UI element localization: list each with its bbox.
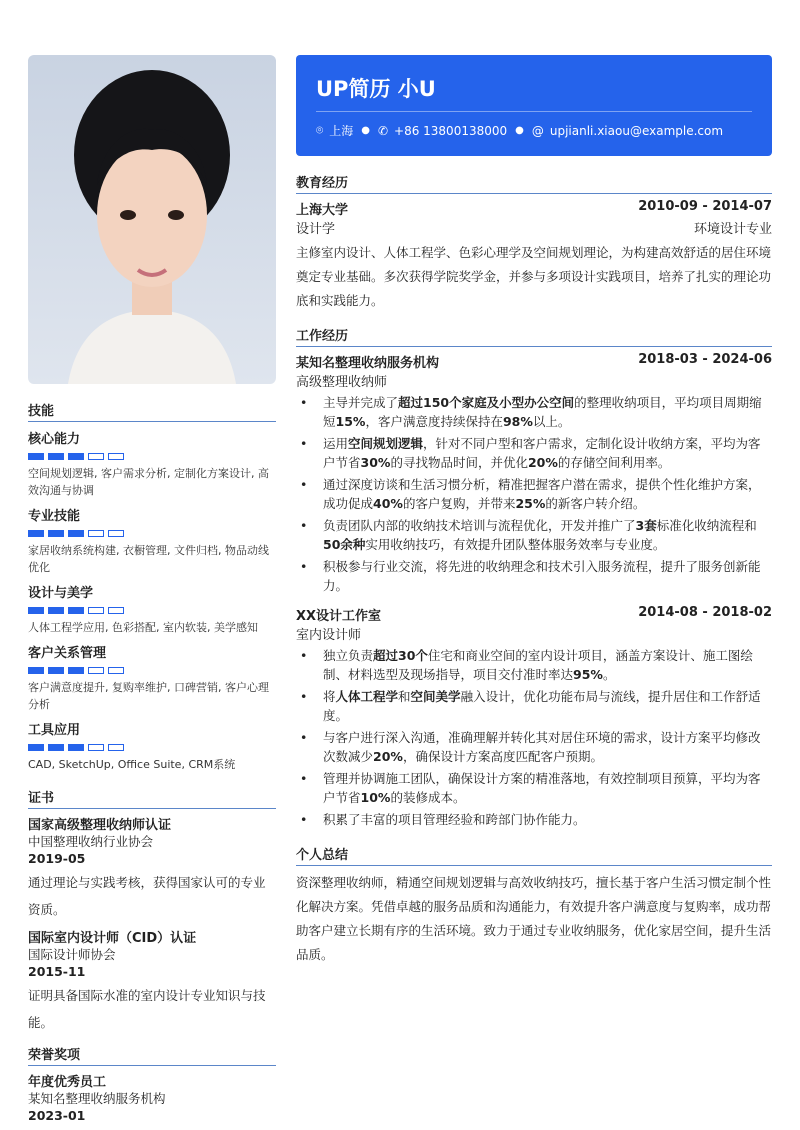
bullet-item bbox=[296, 394, 772, 431]
phone-icon: ✆ bbox=[377, 123, 389, 138]
text: 的寻找物品时间，并优化 bbox=[390, 454, 528, 470]
certs-section bbox=[28, 787, 276, 1036]
summary-text: 资深整理收纳师，精通空间规划逻辑与高效收纳技巧，擅长基于客户生活习惯定制个性化解决方案。凭借卓越的服务品质和沟通能力，有效提升客户满意度与复购率，成功帮助客户建立长期有序的生活环境。致力于通过专业收纳服务，优化家居空间，提升生活品质。 bbox=[296, 874, 772, 962]
level-empty bbox=[88, 667, 104, 674]
resume-header bbox=[296, 55, 772, 156]
awards-section bbox=[28, 1044, 276, 1124]
cert-desc: 通过理论与实践考核，获得国家认可的专业资质。 bbox=[28, 875, 266, 917]
bullet-item bbox=[296, 517, 772, 554]
level-empty bbox=[88, 607, 104, 614]
level-empty bbox=[88, 530, 104, 537]
highlight: 40% bbox=[373, 495, 403, 511]
text: ，客户满意度持续保持在 bbox=[365, 413, 503, 429]
level-filled bbox=[28, 607, 44, 614]
text: ，针对不同户型和客户需求，定制化设计收纳方案，平均为客户节省 bbox=[323, 436, 761, 470]
company: 某知名整理收纳服务机构 bbox=[296, 356, 440, 371]
text: 标准化收纳流程和 bbox=[656, 518, 757, 533]
level-empty bbox=[108, 607, 124, 614]
summary-section bbox=[296, 844, 772, 967]
text: 积极参与行业交流，将先进的收纳理念和技术引入服务流程，提升了服务创新能力。 bbox=[323, 559, 761, 593]
job-role: 高级整理收纳师 bbox=[296, 375, 388, 390]
level-filled bbox=[68, 744, 84, 751]
bullet-item bbox=[296, 688, 772, 725]
level-empty bbox=[108, 667, 124, 674]
job-role: 室内设计师 bbox=[296, 628, 362, 643]
education-section bbox=[296, 172, 772, 313]
company: XX设计工作室 bbox=[296, 609, 382, 624]
left-column bbox=[28, 55, 276, 1124]
highlight: 空间规划逻辑 bbox=[348, 436, 424, 451]
location-icon: ⌾ bbox=[316, 123, 324, 137]
bullet-item bbox=[296, 770, 772, 807]
text: 和 bbox=[398, 689, 411, 704]
school: 上海大学 bbox=[296, 203, 349, 218]
candidate-name: UP简历 小U bbox=[316, 73, 752, 112]
bullet-item bbox=[296, 729, 772, 766]
contact-row bbox=[316, 122, 752, 139]
level-filled bbox=[48, 667, 64, 674]
section-title: 荣誉奖项 bbox=[28, 1044, 276, 1066]
highlight: 50余种 bbox=[323, 536, 366, 552]
section-title: 工作经历 bbox=[296, 325, 772, 347]
skill-name: 设计与美学 bbox=[28, 586, 94, 601]
text: 积累了丰富的项目管理经验和跨部门协作能力。 bbox=[323, 812, 586, 827]
award-org: 某知名整理收纳服务机构 bbox=[28, 1091, 166, 1106]
level-filled bbox=[48, 530, 64, 537]
skill-name: 客户关系管理 bbox=[28, 646, 107, 661]
section-title: 证书 bbox=[28, 787, 276, 809]
level-filled bbox=[48, 744, 64, 751]
skill-name: 核心能力 bbox=[28, 432, 81, 447]
cert-name: 国家高级整理收纳师认证 bbox=[28, 818, 172, 833]
bullet-item bbox=[296, 476, 772, 513]
job-entry bbox=[296, 605, 772, 830]
bullet-item bbox=[296, 435, 772, 472]
text: 将 bbox=[323, 689, 336, 704]
job-bullets bbox=[296, 647, 772, 830]
highlight: 25% bbox=[515, 495, 546, 511]
text: 与客户进行深入沟通，准确理解并转化其对居住环境的需求，设计方案平均修改次数减少 bbox=[323, 730, 761, 764]
highlight: 30% bbox=[360, 454, 391, 470]
text: 的装修成本。 bbox=[390, 789, 466, 805]
highlight: 10% bbox=[360, 789, 391, 805]
work-section bbox=[296, 325, 772, 830]
job-header bbox=[296, 605, 772, 624]
text: 融入设计，优化功能布局与流线，提升居住和工作舒适度。 bbox=[323, 689, 761, 723]
skill-name: 工具应用 bbox=[28, 723, 81, 738]
skill-desc: 空间规划逻辑, 客户需求分析, 定制化方案设计, 高效沟通与协调 bbox=[28, 467, 269, 497]
degree: 设计学 bbox=[296, 222, 336, 237]
highlight: 95% bbox=[573, 666, 603, 682]
text: 的整理收纳项目，平均项目周期缩短 bbox=[323, 395, 762, 429]
highlight: 20% bbox=[373, 748, 403, 764]
cert-org: 国际设计师协会 bbox=[28, 947, 116, 962]
skill-desc: 客户满意度提升, 复购率维护, 口碑营销, 客户心理分析 bbox=[28, 681, 269, 711]
bullet-item bbox=[296, 558, 772, 595]
job-bullets bbox=[296, 394, 772, 595]
award-date: 2023-01 bbox=[28, 1108, 86, 1123]
job-dates: 2014-08 - 2018-02 bbox=[638, 605, 772, 620]
level-filled bbox=[48, 453, 64, 460]
edu-dates: 2010-09 - 2014-07 bbox=[638, 199, 772, 214]
cert-date: 2015-11 bbox=[28, 964, 86, 979]
cert-desc: 证明具备国际水准的室内设计专业知识与技能。 bbox=[28, 988, 266, 1030]
level-filled bbox=[68, 667, 84, 674]
text: 住宅和商业空间的室内设计项目，涵盖方案设计、施工图绘制、材料选型及现场指导，项目交付准时率达 bbox=[323, 648, 753, 682]
level-filled bbox=[28, 453, 44, 460]
edu-desc: 主修室内设计、人体工程学、色彩心理学及空间规划理论，为构建高效舒适的居住环境奠定专业基础。多次获得学院奖学金，并参与多项设计实践项目，培养了扎实的理论功底和实践能力。 bbox=[296, 245, 772, 308]
profile-photo bbox=[28, 55, 276, 384]
highlight: 超过30个 bbox=[373, 648, 428, 663]
text: 负责团队内部的收纳技术培训与流程优化，开发并推广了 bbox=[323, 518, 636, 533]
award-name: 年度优秀员工 bbox=[28, 1075, 107, 1090]
email-icon: @ bbox=[531, 123, 544, 138]
highlight: 人体工程学 bbox=[335, 689, 399, 704]
job-header bbox=[296, 352, 772, 371]
skill-level-bar bbox=[28, 667, 276, 674]
level-empty bbox=[108, 530, 124, 537]
text: 管理并协调施工团队，确保设计方案的精准落地，有效控制项目预算，平均为客户节省 bbox=[323, 771, 761, 805]
location: 上海 bbox=[329, 124, 354, 138]
text: 的存储空间利用率。 bbox=[557, 454, 671, 470]
text: 的客户复购，并带来 bbox=[402, 495, 516, 511]
section-title: 技能 bbox=[28, 400, 276, 422]
cert-org: 中国整理收纳行业协会 bbox=[28, 834, 154, 849]
email[interactable]: upjianli.xiaou@example.com bbox=[549, 123, 724, 138]
section-title: 教育经历 bbox=[296, 172, 772, 194]
text: 通过深度访谈和生活习惯分析，精准把握客户潜在需求，提供个性化维护方案，成功促成 bbox=[323, 477, 761, 511]
text: 运用 bbox=[323, 436, 349, 451]
text: 的新客户转介绍。 bbox=[545, 495, 646, 511]
text: 实用收纳技巧，有效提升团队整体服务效率与专业度。 bbox=[365, 536, 666, 552]
skill-level-bar bbox=[28, 744, 276, 751]
level-filled bbox=[28, 530, 44, 537]
skills-section bbox=[28, 400, 276, 773]
skill-desc: 家居收纳系统构建, 衣橱管理, 文件归档, 物品动线优化 bbox=[28, 544, 269, 574]
skill-level-bar bbox=[28, 453, 276, 460]
highlight: 98% bbox=[502, 413, 533, 429]
level-empty bbox=[108, 453, 124, 460]
skill-level-bar bbox=[28, 530, 276, 537]
level-filled bbox=[68, 607, 84, 614]
bullet-item bbox=[296, 647, 772, 684]
text: 以上。 bbox=[532, 413, 571, 429]
bullet-item bbox=[296, 811, 772, 830]
phone: +86 13800138000 bbox=[394, 123, 508, 138]
highlight: 超过150个家庭及小型办公空间 bbox=[398, 395, 575, 410]
text: 独立负责 bbox=[323, 648, 374, 663]
level-filled bbox=[28, 667, 44, 674]
separator: ● bbox=[515, 125, 524, 136]
cert-name: 国际室内设计师（CID）认证 bbox=[28, 931, 197, 946]
highlight: 20% bbox=[527, 454, 558, 470]
right-column bbox=[296, 55, 772, 967]
highlight: 15% bbox=[335, 413, 366, 429]
skill-name: 专业技能 bbox=[28, 509, 81, 524]
highlight: 空间美学 bbox=[410, 689, 461, 704]
job-entry bbox=[296, 352, 772, 595]
text: 主导并完成了 bbox=[323, 395, 399, 410]
section-title: 个人总结 bbox=[296, 844, 772, 866]
skill-desc: CAD, SketchUp, Office Suite, CRM系统 bbox=[28, 758, 236, 771]
skill-level-bar bbox=[28, 607, 276, 614]
level-empty bbox=[108, 744, 124, 751]
level-empty bbox=[88, 744, 104, 751]
highlight: 3套 bbox=[635, 518, 657, 533]
level-filled bbox=[68, 453, 84, 460]
level-filled bbox=[48, 607, 64, 614]
text: 。 bbox=[602, 666, 616, 682]
level-empty bbox=[88, 453, 104, 460]
text: ，确保设计方案高度匹配客户预期。 bbox=[402, 748, 603, 764]
level-filled bbox=[68, 530, 84, 537]
level-filled bbox=[28, 744, 44, 751]
skill-desc: 人体工程学应用, 色彩搭配, 室内软装, 美学感知 bbox=[28, 621, 258, 634]
job-dates: 2018-03 - 2024-06 bbox=[638, 352, 772, 367]
separator: ● bbox=[361, 125, 370, 136]
cert-date: 2019-05 bbox=[28, 851, 86, 866]
major: 环境设计专业 bbox=[693, 222, 772, 237]
